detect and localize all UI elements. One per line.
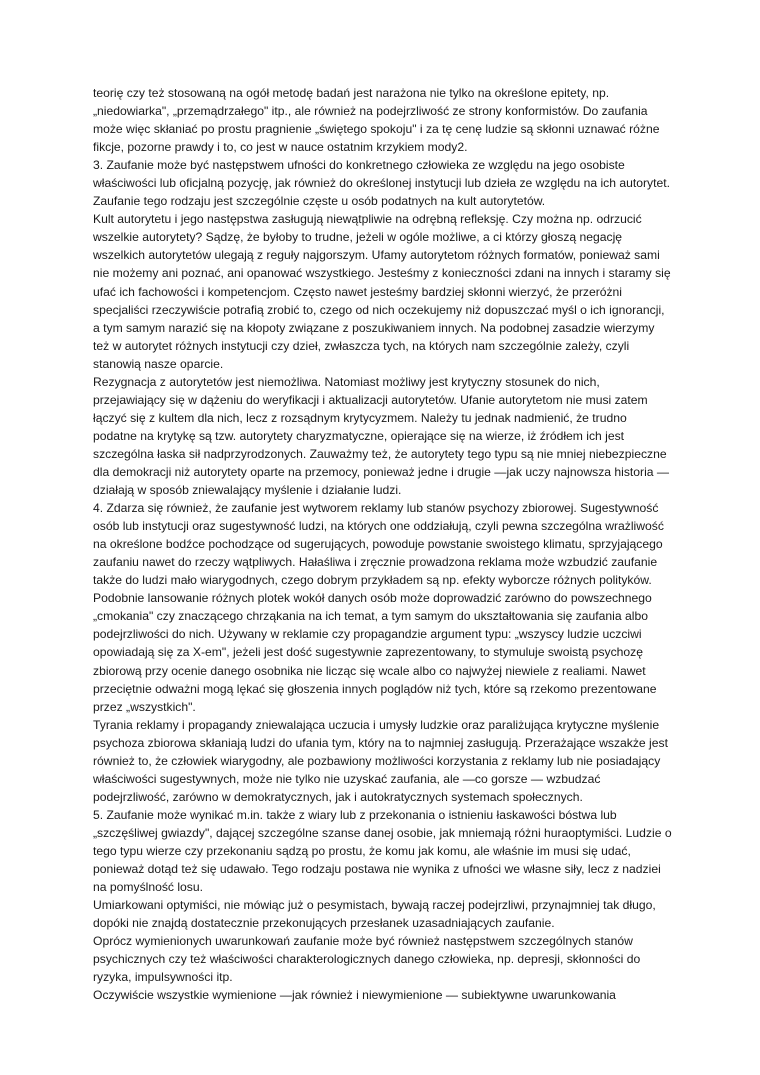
paragraph-10: Oczywiście wszystkie wymienione —jak również i niewymienione — subiektywne uwarunkowania: [93, 988, 616, 1003]
paragraph-9: Oprócz wymienionych uwarunkowań zaufanie może być również następstwem szczególnych stanów psychicznych czy też właściwości charakterologicznych danego człowieka, np. depresji, skłonności do ryzyka, impulsywności itp.: [93, 934, 641, 985]
paragraph-6: Tyrania reklamy i propagandy zniewalająca uczucia i umysły ludzkie oraz paraliżująca krytyczne myślenie psychoza zbiorowa skłaniają ludzi do ufania tym, który na to najmniej zasługują. Przerażające wszakże jest również to, że człowiek wiarygodny, ale pozbawiony możliwości korzystania z reklamy lub nie posiadający właściwości sugestywnych, może nie tylko nie uzyskać zaufania, ale —co gorsze — wzbudzać podejrzliwość, zarówno w demokratycznych, jak i autokratycznych systemach społecznych.: [93, 717, 668, 804]
paragraph-4: Rezygnacja z autorytetów jest niemożliwa. Natomiast możliwy jest krytyczny stosunek do nich, przejawiający się w dążeniu do weryfikacji i aktualizacji autorytetów. Ufanie autorytetom nie musi zatem łączyć się z kultem dla nich, lecz z rozsądnym krytycyzmem. Należy tu jednak nadmienić, że trudno podatne na krytykę są tzw. autorytety charyzmatyczne, opierające się na wierze, iż źródłem ich jest szczególna łaska sił nadprzyrodzonych. Zauważmy też, że autorytety tego typu są nie mniej niebezpieczne dla demokracji niż autorytety oparte na przemocy, ponieważ jedne i drugie —jak uczy najnowsza historia — działają w sposób zniewalający myślenie i działanie ludzi.: [93, 374, 670, 498]
paragraph-1: teorię czy też stosowaną na ogół metodę badań jest narażona nie tylko na określone epitety, np. „niedowiarka", „przemądrzałego" itp., ale również na podejrzliwość ze strony konformistów. Do zaufania może więc skłaniać po prostu pragnienie „świętego spokoju" i za tę cenę ludzie są skłonni uznawać różne fikcje, pozorne prawdy i to, co jest w nauce ostatnim krzykiem mody2.: [93, 86, 660, 155]
paragraph-7: 5. Zaufanie może wynikać m.in. także z wiary lub z przekonania o istnieniu łaskawości bóstwa lub „szczęśliwej gwiazdy", dającej szczególne szanse danej osobie, jak mniemają różni huraoptymiści. Ludzie o tego typu wierze czy przekonaniu sądzą po prostu, że komu jak komu, ale właśnie im musi się udać, ponieważ dotąd też się udawało. Tego rodzaju postawa nie wynika z ufności we własne siły, lecz z nadziei na pomyślność losu.: [93, 807, 672, 895]
paragraph-3: Kult autorytetu i jego następstwa zasługują niewątpliwie na odrębną refleksję. Czy można np. odrzucić wszelkie autorytety? Sądzę, że byłoby to trudne, jeżeli w ogóle możliwe, a ci którzy głoszą negację wszelkich autorytetów ulegają z reguły najgorszym. Ufamy autorytetom różnych formatów, ponieważ sami nie możemy ani poznać, ani opanować wszystkiego. Jesteśmy z konieczności zdani na innych i staramy się ufać ich fachowości i kompetencjom. Często nawet jesteśmy bardziej skłonni wierzyć, że przeróżni specjaliści rzeczywiście potrafią zrobić to, czego od nich oczekujemy niż dopuszczać myśl o ich ignorancji, a tym samym narazić się na kłopoty związane z poszukiwaniem innych. Na podobnej zasadzie wierzymy też w autorytet różnych instytucji czy dzieł, zwłaszcza tych, na których nam szczególnie zależy, czyli stanowią nasze oparcie.: [93, 212, 671, 371]
paragraph-2: 3. Zaufanie może być następstwem ufności do konkretnego człowieka ze względu na jego osobiste właściwości lub oficjalną pozycję, jak również do określonej instytucji lub dzieła ze względu na ich autorytet. Zaufanie tego rodzaju jest szczególnie częste u osób podatnych na kult autorytetów.: [93, 158, 670, 209]
paragraph-5: 4. Zdarza się również, że zaufanie jest wytworem reklamy lub stanów psychozy zbiorowej. Sugestywność osób lub instytucji oraz sugestywność ludzi, na których one oddziałują, czyli pewna szczególna wrażliwość na określone bodźce pochodzące od sugerujących, powoduje powstanie swoistego klimatu, sprzyjającego zaufaniu nawet do rzeczy wątpliwych. Hałaśliwa i zręcznie prowadzona reklama może wzbudzić zaufanie także do ludzi mało wiarygodnych, czego dobrym przykładem są np. efekty wyborcze różnych polityków. Podobnie lansowanie różnych plotek wokół danych osób może doprowadzić zarówno do powszechnego „cmokania" czy znaczącego chrząkania na ich temat, a tym samym do ukształtowania się zaufania albo podejrzliwości do nich. Używany w reklamie czy propagandzie argument typu: „wszyscy ludzie uczciwi opowiadają się za X-em", jeżeli jest dość sugestywnie zaprezentowany, to stymuluje swoistą psychozę zbiorową przy ocenie danego osobnika nie licząc się wcale albo co najwyżej niewiele z realiami. Nawet przeciętnie odważni mogą lękać się głoszenia innych poglądów niż tych, które są rzekomo prezentowane przez „wszystkich".: [93, 501, 664, 714]
document-page: [93, 84, 673, 1004]
paragraph-8: Umiarkowani optymiści, nie mówiąc już o pesymistach, bywają raczej podejrzliwi, przynajmniej tak długo, dopóki nie znajdą dostatecznie przekonujących przesłanek uzasadniających zaufanie.: [93, 898, 656, 931]
